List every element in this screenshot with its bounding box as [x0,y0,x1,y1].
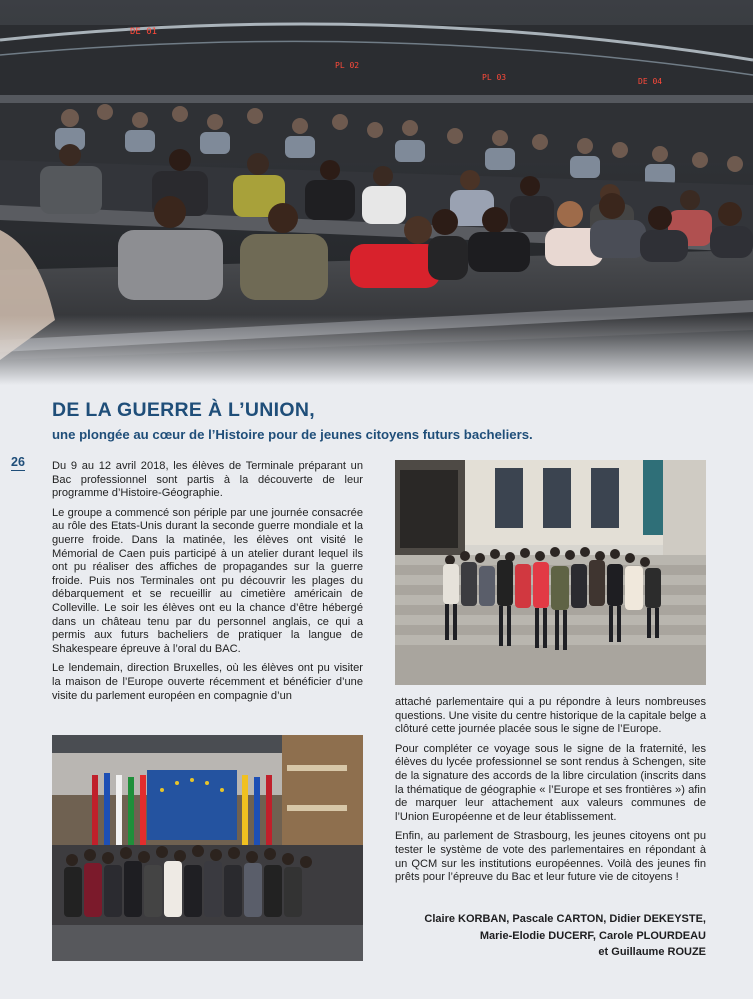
screen-label-2: PL 02 [335,61,360,70]
paragraph: attaché parlementaire qui a pu répondre à leurs nombreuses questions. Une visite du centre historique de la capitale belge a clôturé cette journée placée sous le signe de l’Europe. [395,696,706,736]
article-subtitle: une plongée au cœur de l’Histoire pour de jeunes citoyens futurs bacheliers. [52,427,533,442]
author-line: et Guillaume ROUZE [598,946,706,958]
author-line: Claire KORBAN, Pascale CARTON, Didier DEKEYSTE, [424,913,706,925]
hero-fade [0,315,753,385]
paragraph: Le lendemain, direction Bruxelles, où les élèves ont pu visiter la maison de l’Europe ouverte récemment et bénéficier d’une visite du parlement européen en compagnie d’un [52,662,363,702]
article-authors [395,911,706,961]
left-text-column [52,460,363,709]
article-title: DE LA GUERRE À L’UNION, [52,399,315,421]
photo-group-with-flags [52,735,363,961]
paragraph: Le groupe a commencé son périple par une journée consacrée au rôle des Etats-Unis durant la seconde guerre mondiale et la guerre froide. Dans la matinée, les élèves ont visité le Mémorial de Caen puis participé à un atelier durant lequel ils ont pu réaliser des affiches de propagandes sur la guerre froide. Puis nos Terminales ont pu découvrir les plages du débarquement et se recueillir au cimetière américain de Colleville. Le soir les élèves ont eu la chance d’être hébergé dans un château tenu par du personnel anglais, ce qui a permis aux futurs bacheliers de pratiquer la langue de Shakespeare épreuve à l’oral du BAC. [52,506,363,655]
author-line: Marie-Elodie DUCERF, Carole PLOURDEAU [479,929,706,942]
screen-label-3: PL 03 [482,73,507,82]
screen-label-1: DE 01 [130,27,158,37]
right-text-column [395,696,706,891]
photo-group-on-steps [395,460,706,685]
screen-label-4: DE 04 [638,77,663,86]
paragraph: Enfin, au parlement de Strasbourg, les jeunes citoyens ont pu tester le système de vote des parlementaires en répondant à un QCM sur les institutions européennes. Voilà des jeunes fin prêts pour l’épreuve du Bac et leur future vie de citoyens ! [395,830,706,884]
paragraph: Du 9 au 12 avril 2018, les élèves de Terminale préparant un Bac professionnel sont partis à la découverte de leur programme d’Histoire-Géographie. [52,460,363,500]
paragraph: Pour compléter ce voyage sous le signe de la fraternité, les élèves du lycée professionnel se sont rendus à Schengen, site de la signature des accords de la libre circulation (inscrits dans la thématique de géographie « l’Europe et ses frontières ») afin de marquer leur attachement aux valeurs communes de l’Union Européenne et de leur établissement. [395,742,706,823]
page-number: 26 [11,455,25,469]
hero-photo-hemicycle [0,0,753,385]
